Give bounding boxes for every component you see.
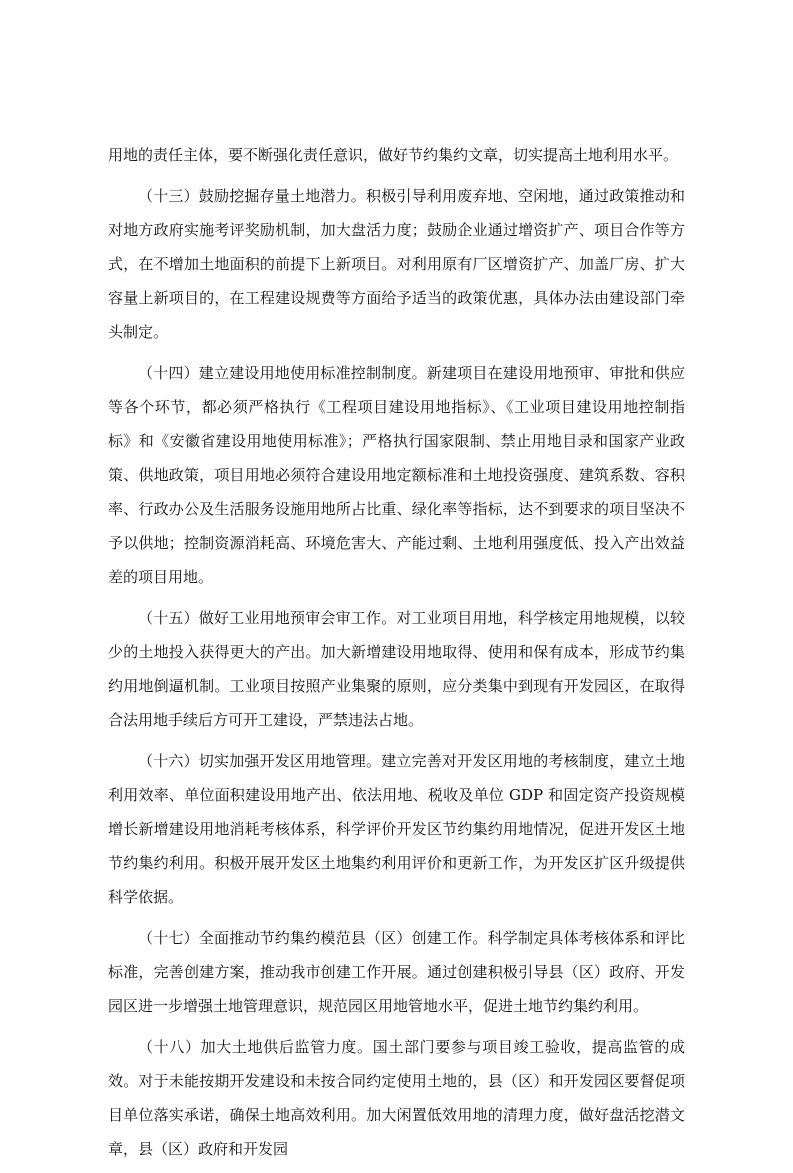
paragraph-16: （十六）切实加强开发区用地管理。建立完善对开发区用地的考核制度，建立土地利用效率、单位面积建设用地产出、依法用地、税收及单位 GDP 和固定资产投资规模增长新增建设用地消耗考核体系，科学评价开发区节约集约用地情况，促进开发区土地节约集约利用。积极开展开发区土地集约利用评价和更新工作，为开发区扩区升级提供科学依据。	[108, 752, 685, 906]
paragraph-continuation: 用地的责任主体，要不断强化责任意识，做好节约集约文章，切实提高土地利用水平。	[108, 146, 679, 164]
paragraph-15: （十五）做好工业用地预审会审工作。对工业项目用地，科学核定用地规模，以较少的土地投入获得更大的产出。加大新增建设用地取得、使用和保有成本，形成节约集约用地倒逼机制。工业项目按照产业集聚的原则，应分类集中到现有开发园区，在取得合法用地手续后方可开工建设，严禁违法占地。	[108, 609, 685, 729]
paragraph-13: （十三）鼓励挖掘存量土地潜力。积极引导利用废弃地、空闲地，通过政策推动和对地方政府实施考评奖励机制，加大盘活力度；鼓励企业通过增资扩产、项目合作等方式，在不增加土地面积的前提下上新项目。对利用原有厂区增资扩产、加盖厂房、扩大容量上新项目的，在工程建设规费等方面给予适当的政策优惠，具体办法由建设部门牵头制定。	[108, 187, 685, 341]
paragraph-18: （十八）加大土地供后监管力度。国土部门要参与项目竣工验收，提高监管的成效。对于未能按期开发建设和未按合同约定使用土地的，县（区）和开发园区要督促项目单位落实承诺，确保土地高效利用。加大闲置低效用地的清理力度，做好盘活挖潜文章，县（区）政府和开发园	[108, 1038, 685, 1158]
document-body	[108, 138, 685, 1173]
paragraph-14: （十四）建立建设用地使用标准控制制度。新建项目在建设用地预审、审批和供应等各个环节，都必须严格执行《工程项目建设用地指标》、《工业项目建设用地控制指标》和《安徽省建设用地使用标准》；严格执行国家限制、禁止用地目录和国家产业政策、供地政策，项目用地必须符合建设用地定额标准和土地投资强度、建筑系数、容积率、行政办公及生活服务设施用地所占比重、绿化率等指标，达不到要求的项目坚决不予以供地；控制资源消耗高、环境危害大、产能过剩、土地利用强度低、投入产出效益差的项目用地。	[108, 364, 685, 586]
paragraph-17: （十七）全面推动节约集约模范县（区）创建工作。科学制定具体考核体系和评比标准，完善创建方案，推动我市创建工作开展。通过创建积极引导县（区）政府、开发园区进一步增强土地管理意识，规范园区用地管地水平，促进土地节约集约利用。	[108, 929, 685, 1015]
